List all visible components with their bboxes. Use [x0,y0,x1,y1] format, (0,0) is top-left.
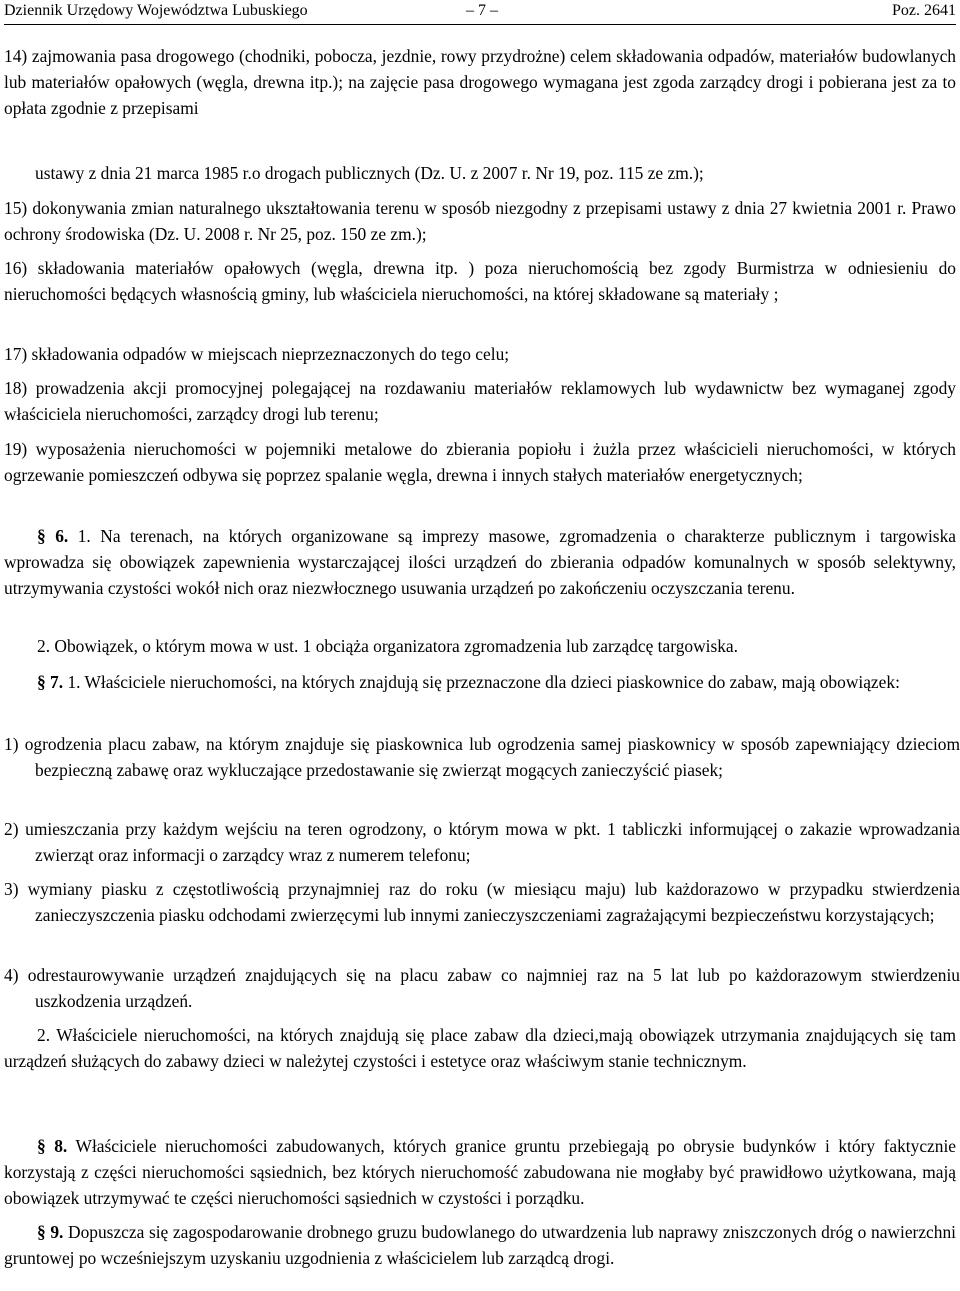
item-19: 19) wyposażenia nieruchomości w pojemniki metalowe do zbierania popiołu i żużla przez właścicieli nieruchomości, w których ogrzewanie pomieszczeń odbywa się poprzez spalanie węgla, drewna i innych stałych materiałów energetycznych; [4,439,956,485]
section-6-paragraph-1 [4,523,956,601]
section-7-number: § 7. [37,672,64,692]
section-6-paragraph-2: 2. Obowiązek, o którym mowa w ust. 1 obciąża organizatora zgromadzenia lub zarządcę targowiska. [37,636,739,656]
section-9-text: Dopuszcza się zagospodarowanie drobnego gruzu budowlanego do utwardzenia lub naprawy zniszczonych dróg o nawierzchni gruntowej po wcześniejszym uzyskaniu uzgodnienia z właścicielem lub zarządcą drogi. [4,1222,956,1268]
section-6-number: § 6. [37,526,69,546]
item-15: 15) dokonywania zmian naturalnego ukształtowania terenu w sposób niezgodny z przepisami ustawy z dnia 27 kwietnia 2001 r. Prawo ochrony środowiska (Dz. U. 2008 r. Nr 25, poz. 150 ze zm.); [4,198,956,244]
section-8-paragraph [4,1133,956,1211]
section-8-text: Właściciele nieruchomości zabudowanych, których granice gruntu przebiegają po obrysie budynków i który faktycznie korzystają z części nieruchomości sąsiednich, bez których nieruchomość zabudowana nie mogłaby być prawidłowo użytkowana, mają obowiązek utrzymywać te części nieruchomości sąsiednich w czystości i porządku. [4,1136,957,1208]
item-14-continuation: ustawy z dnia 21 marca 1985 r.o drogach publicznych (Dz. U. z 2007 r. Nr 19, poz. 115 ze zm.); [35,163,704,183]
section-9-paragraph [4,1219,956,1271]
page-header [4,0,956,25]
item-17: 17) składowania odpadów w miejscach nieprzeznaczonych do tego celu; [4,344,510,364]
item-14: 14) zajmowania pasa drogowego (chodniki, pobocza, jezdnie, rowy przydrożne) celem składowania odpadów, materiałów budowlanych lub materiałów opałowych (węgla, drewna itp.); na zajęcie pasa drogowego wymagana jest zgoda zarządcy drogi i pobierana jest za to opłata zgodnie z przepisami [4,46,956,118]
section-7-paragraph-1 [4,669,956,695]
item-16: 16) składowania materiałów opałowych (węgla, drewna itp. ) poza nieruchomością bez zgody Burmistrza w odniesieniu do nieruchomości będących własnością gminy, lub właściciela nieruchomości, na której składowane są materiały ; [4,258,956,304]
section-7-item-4: 4) odrestaurowywanie urządzeń znajdujących się na placu zabaw co najmniej raz na 5 lat lub po każdorazowym stwierdzeniu uszkodzenia urządzeń. [4,965,960,1011]
section-7-item-3: 3) wymiany piasku z częstotliwością przynajmniej raz do roku (w miesiącu maju) lub każdorazowo w przypadku stwierdzenia zanieczyszczenia piasku odchodami zwierzęcymi lub innymi zanieczyszczeniami zagrażającymi bezpieczeństwu korzystających; [4,879,960,925]
position-number: Poz. 2641 [892,2,956,19]
item-18: 18) prowadzenia akcji promocyjnej polegającej na rozdawaniu materiałów reklamowych lub wydawnictw bez wymaganej zgody właściciela nieruchomości, zarządcy drogi lub terenu; [4,378,956,424]
section-8-number: § 8. [37,1136,68,1156]
section-7-text: 1. Właściciele nieruchomości, na których znajdują się przeznaczone dla dzieci piaskownice do zabaw, mają obowiązek: [63,672,900,692]
page-number: – 7 – [466,2,498,19]
section-7-item-2: 2) umieszczania przy każdym wejściu na teren ogrodzony, o którym mowa w pkt. 1 tabliczki informującej o zakazie wprowadzania zwierząt oraz informacji o zarządcy wraz z numerem telefonu; [4,819,960,865]
section-9-number: § 9. [37,1222,64,1242]
section-6-text: 1. Na terenach, na których organizowane są imprezy masowe, zgromadzenia o charakterze publicznym i targowiska wprowadza się obowiązek zapewnienia wystarczającej ilości urządzeń do zbierania odpadów komunalnych w sposób selektywny, utrzymywania czystości wokół nich oraz niezwłocznego usuwania urządzeń po zakończeniu oczyszczania terenu. [4,526,956,598]
section-7-item-1: 1) ogrodzenia placu zabaw, na którym znajduje się piaskownica lub ogrodzenia samej piaskownicy w sposób zapewniający dzieciom bezpieczną zabawę oraz wykluczające przedostawanie się zwierząt mogących zanieczyścić piasek; [4,734,960,780]
section-7-paragraph-2: 2. Właściciele nieruchomości, na których znajdują się place zabaw dla dzieci,mają obowiązek utrzymania znajdujących się tam urządzeń służących do zabawy dzieci w należytej czystości i estetyce oraz właściwym stanie technicznym. [4,1025,956,1071]
publication-title: Dziennik Urzędowy Województwa Lubuskiego [4,2,308,19]
